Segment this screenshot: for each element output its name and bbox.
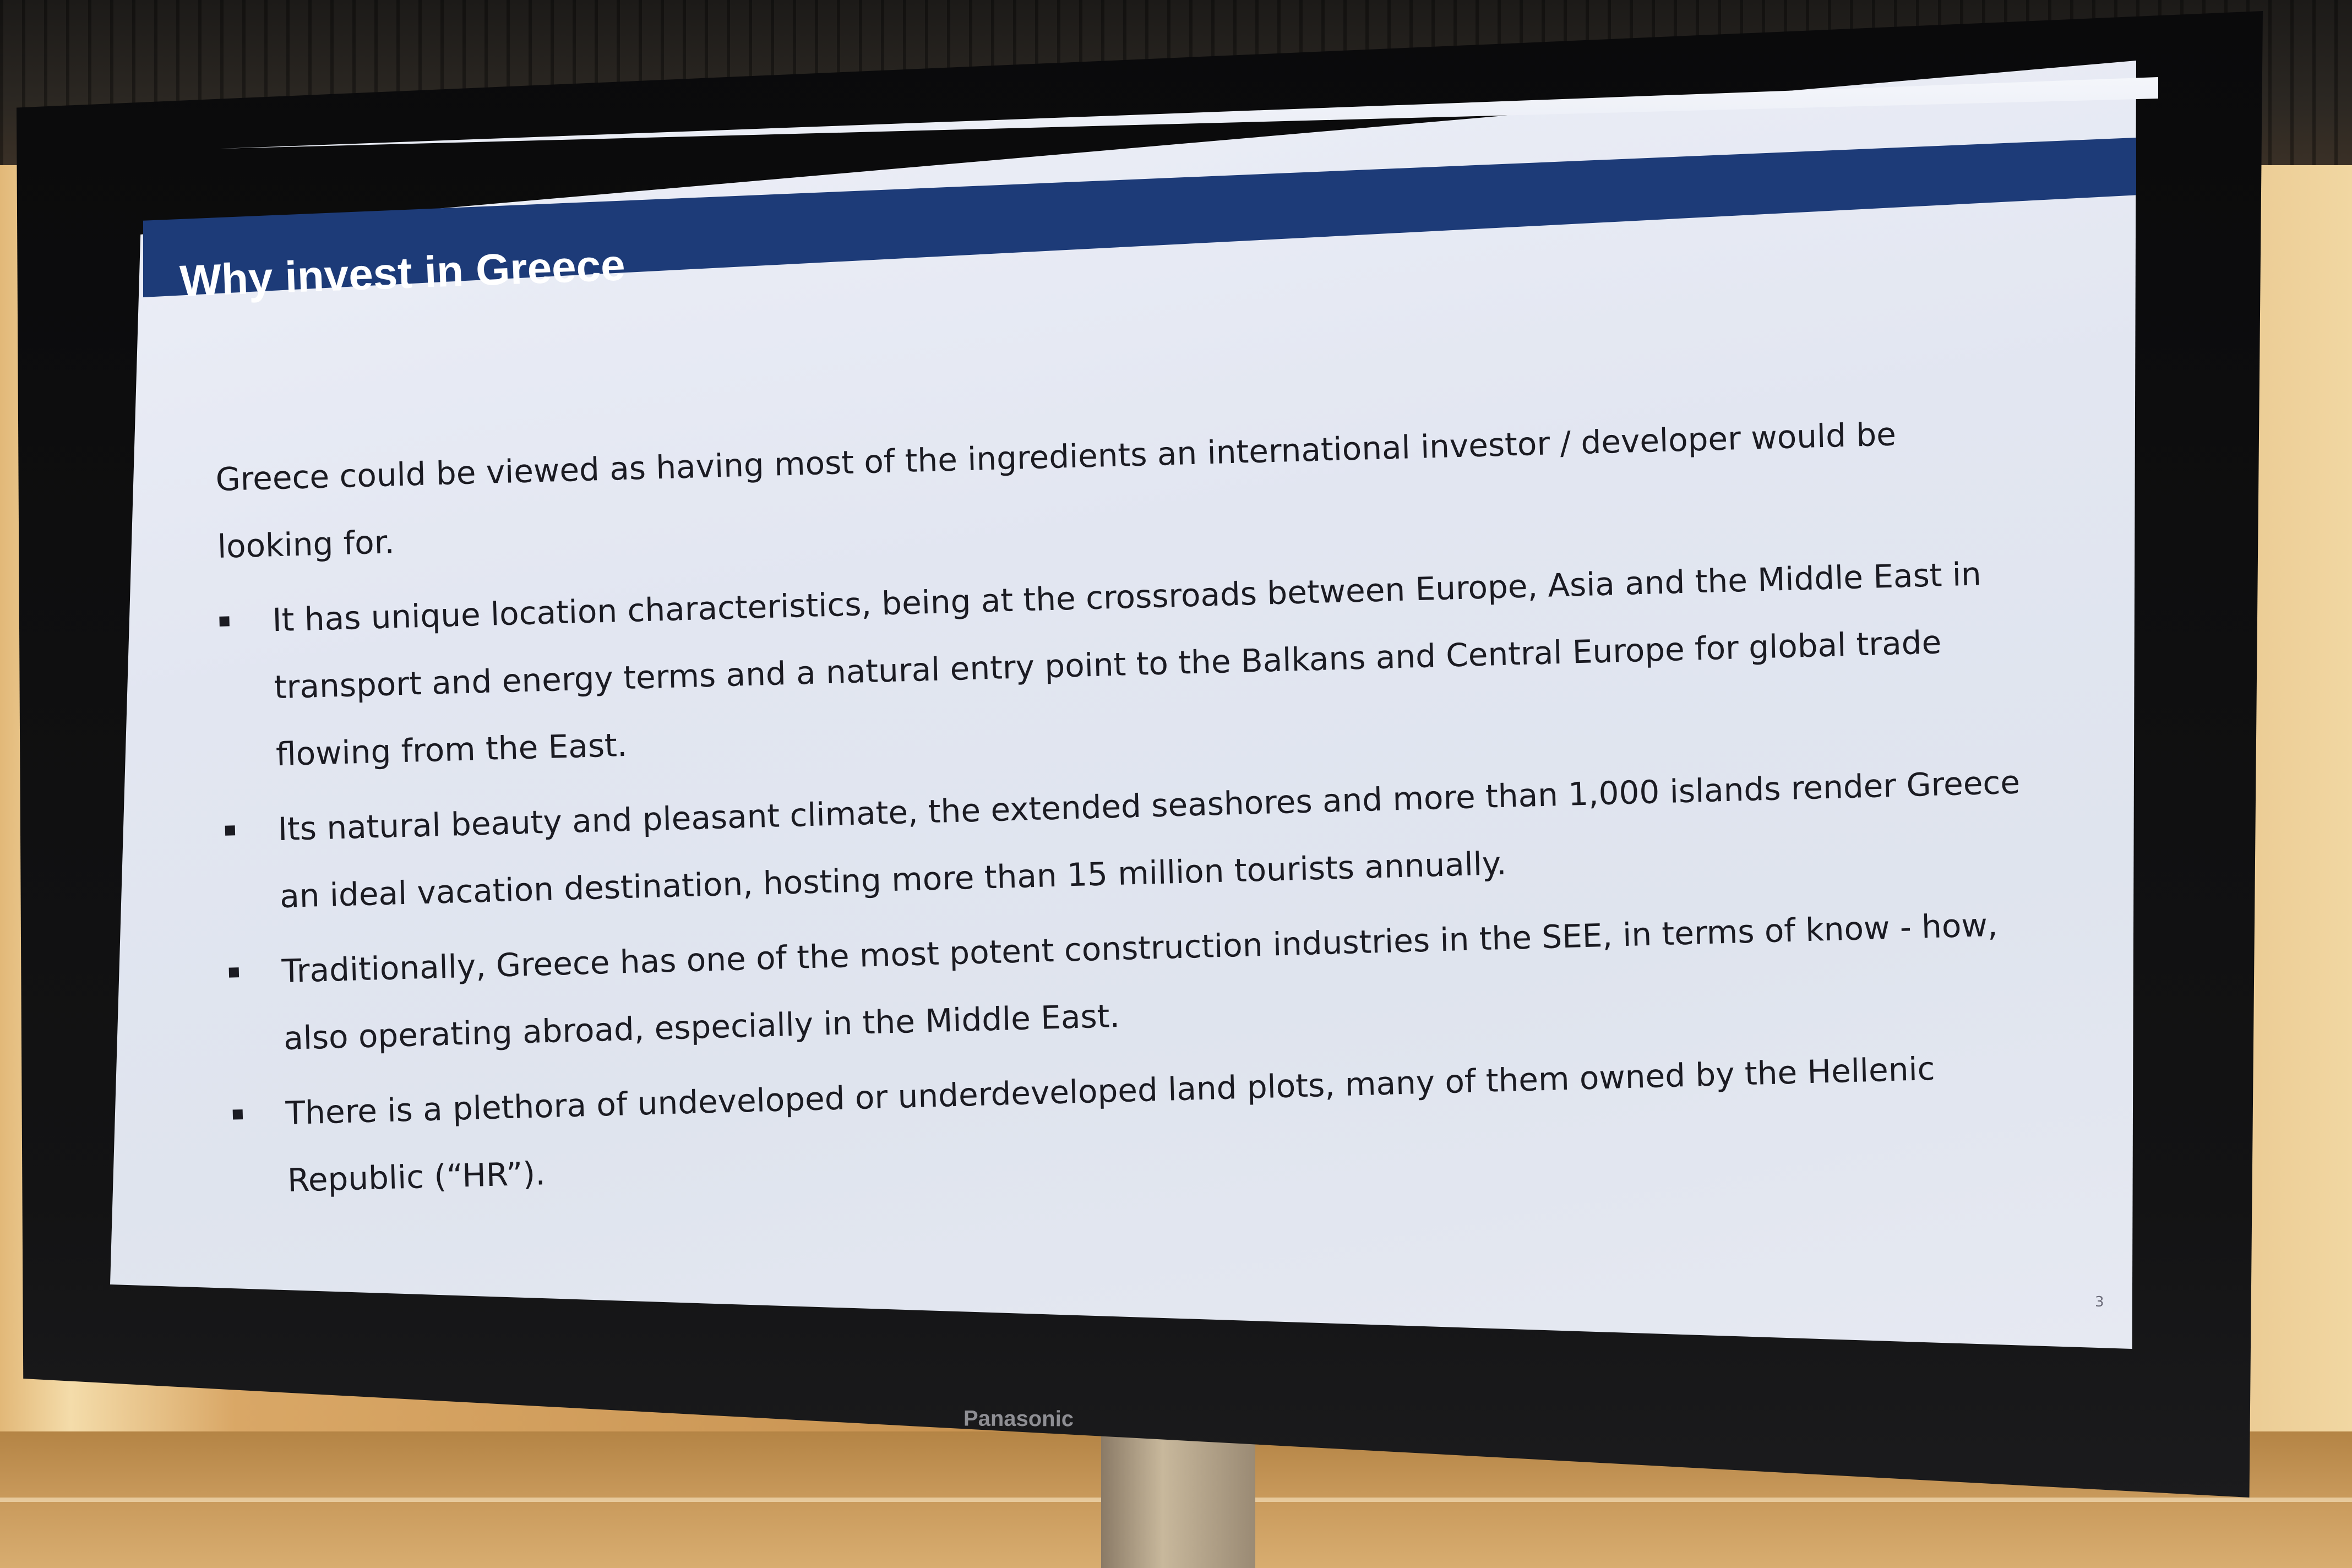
monitor-stand — [1101, 1431, 1255, 1568]
square-bullet-icon — [225, 825, 235, 835]
header-highlight — [220, 77, 2158, 149]
bullet-text: There is a plethora of undeveloped or underdeveloped land plots, many of them owned by the Hellenic Republic (“HR”). — [285, 1049, 1936, 1199]
square-bullet-icon — [229, 967, 239, 977]
slide-body — [215, 395, 2107, 1219]
bullet-list — [219, 537, 2107, 1216]
bullet-text: Traditionally, Greece has one of the most potent construction industries in the SEE, in terms of know - how, also operating abroad, especially in the Middle East. — [281, 906, 1999, 1057]
bullet-text: Its natural beauty and pleasant climate, the extended seashores and more than 1,000 islands render Greece an ideal vacation destination, hosting more than 15 million tourists annually. — [277, 763, 2021, 916]
intro-paragraph: Greece could be viewed as having most of the ingredients an international investor / developer would be looking for. — [215, 415, 1897, 565]
page-number: 3 — [2095, 1294, 2104, 1310]
square-bullet-icon — [233, 1109, 243, 1119]
presentation-slide — [110, 61, 2136, 1349]
bullet-item — [219, 538, 2066, 789]
monitor-brand-logo: Panasonic — [963, 1406, 1074, 1431]
slide-title: Why invest in Greece — [179, 240, 626, 306]
bullet-text: It has unique location characteristics, being at the crossroads between Europe, Asia and the Middle East in transport and energy terms and a natural entry point to the Balkans and Central Europe for global trade flowing from the East. — [271, 555, 1982, 774]
square-bullet-icon — [219, 616, 229, 626]
